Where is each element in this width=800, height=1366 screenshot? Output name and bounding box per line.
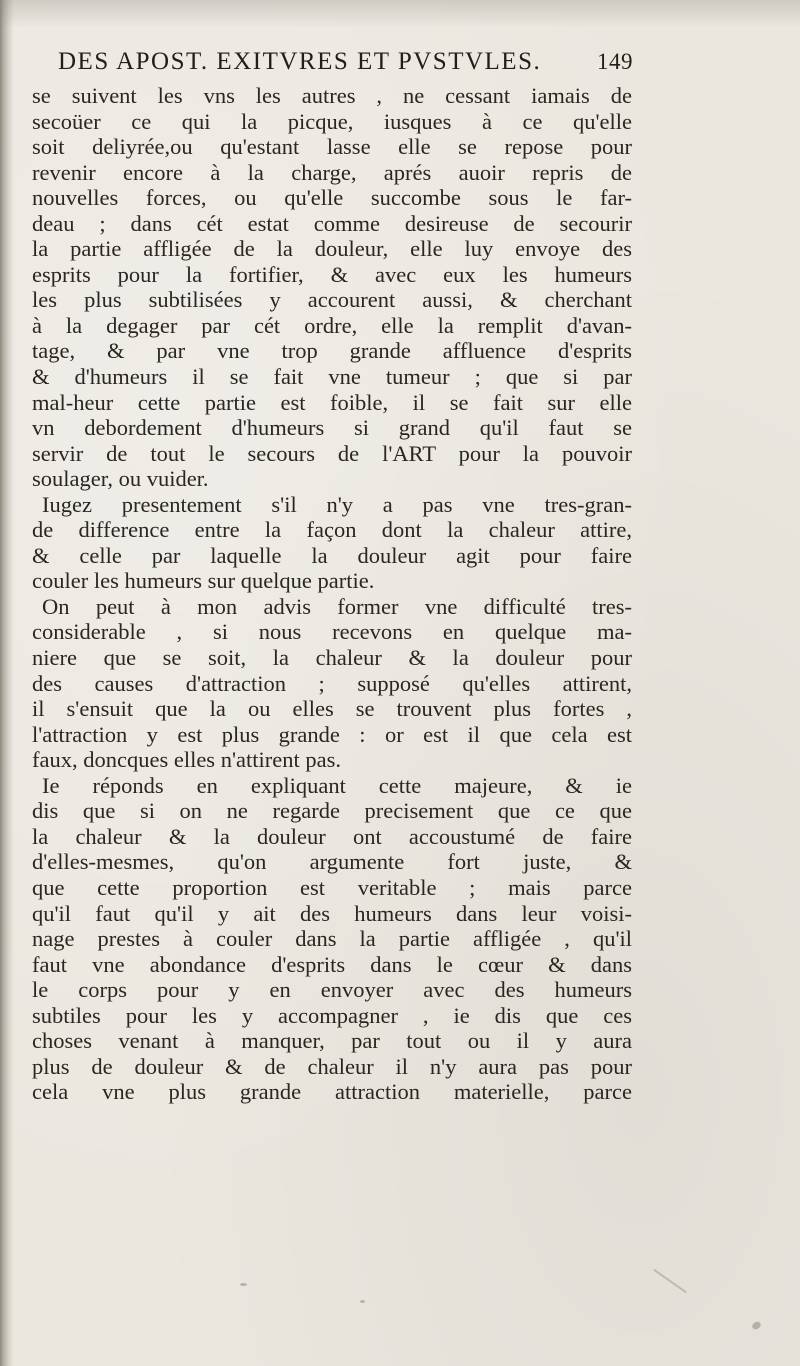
text-line: plus de douleur & de chaleur il n'y aura pas pour bbox=[32, 1053, 632, 1079]
text-line: le corps pour y en envoyer avec des humeurs bbox=[32, 977, 632, 1003]
text-line: servir de tout le secours de l'ART pour la pouvoir bbox=[32, 440, 632, 466]
text-line: vn debordement d'humeurs si grand qu'il faut se bbox=[32, 415, 632, 441]
ink-spot bbox=[751, 1320, 762, 1331]
text-line: d'elles-mesmes, qu'on argumente fort juste, & bbox=[32, 849, 632, 875]
text-line: revenir encore à la charge, aprés auoir repris de bbox=[32, 159, 632, 185]
page-number: 149 bbox=[597, 49, 633, 74]
text-line: Iugez presentement s'il n'y a pas vne tres-gran- bbox=[42, 491, 632, 517]
text-line: couler les humeurs sur quelque partie. bbox=[32, 568, 375, 594]
text-line: subtiles pour les y accompagner , ie dis que ces bbox=[32, 1002, 632, 1028]
text-line: la partie affligée de la douleur, elle luy envoye des bbox=[32, 236, 632, 262]
ink-spot bbox=[240, 1283, 247, 1286]
text-line: tage, & par vne trop grande affluence d'esprits bbox=[32, 338, 632, 364]
text-line: faut vne abondance d'esprits dans le cœur & dans bbox=[32, 951, 632, 977]
text-line: faux, doncques elles n'attirent pas. bbox=[32, 747, 341, 773]
text-line: les plus subtilisées y accourent aussi, & cherchant bbox=[32, 287, 632, 313]
text-line: & d'humeurs il se fait vne tumeur ; que si par bbox=[32, 364, 632, 390]
text-line: dis que si on ne regarde precisement que ce que bbox=[32, 798, 632, 824]
text-line: deau ; dans cét estat comme desireuse de secourir bbox=[32, 210, 632, 236]
text-line: de difference entre la façon dont la chaleur attire, bbox=[32, 517, 632, 543]
text-line: que cette proportion est veritable ; mais parce bbox=[32, 874, 632, 900]
binding-edge bbox=[0, 0, 14, 1366]
top-shadow bbox=[0, 0, 800, 28]
text-line: niere que se soit, la chaleur & la douleur pour bbox=[32, 645, 632, 671]
text-line: nage prestes à couler dans la partie affligée , qu'il bbox=[32, 926, 632, 952]
text-line: à la degager par cét ordre, elle la remplit d'avan- bbox=[32, 312, 632, 338]
text-line: secoüer ce qui la picque, iusques à ce qu'elle bbox=[32, 108, 632, 134]
text-line: choses venant à manquer, par tout ou il y aura bbox=[32, 1028, 632, 1054]
text-line: qu'il faut qu'il y ait des humeurs dans leur voisi- bbox=[32, 900, 632, 926]
text-line: nouvelles forces, ou qu'elle succombe sous le far- bbox=[32, 185, 632, 211]
text-line: soit deliyrée,ou qu'estant lasse elle se repose pour bbox=[32, 134, 632, 160]
text-line: cela vne plus grande attraction materielle, parce bbox=[32, 1079, 632, 1105]
text-line: des causes d'attraction ; supposé qu'elles attirent, bbox=[32, 670, 632, 696]
text-line: considerable , si nous recevons en quelque ma- bbox=[32, 619, 632, 645]
text-line: l'attraction y est plus grande : or est il que cela est bbox=[32, 721, 632, 747]
ink-spot bbox=[360, 1300, 365, 1303]
paper-crease bbox=[653, 1269, 687, 1294]
text-line: soulager, ou vuider. bbox=[32, 466, 209, 492]
text-line: On peut à mon advis former vne difficulté tres- bbox=[42, 593, 632, 619]
text-line: il s'ensuit que la ou elles se trouvent plus fortes , bbox=[32, 696, 632, 722]
page-header bbox=[58, 48, 633, 88]
text-line: la chaleur & la douleur ont accoustumé de faire bbox=[32, 823, 632, 849]
text-line: Ie réponds en expliquant cette majeure, & ie bbox=[42, 772, 632, 798]
text-line: esprits pour la fortifier, & avec eux les humeurs bbox=[32, 261, 632, 287]
text-line: mal-heur cette partie est foible, il se fait sur elle bbox=[32, 389, 632, 415]
running-title: DES APOST. EXITVRES ET PVSTVLES. bbox=[58, 48, 542, 75]
text-line: & celle par laquelle la douleur agit pour faire bbox=[32, 542, 632, 568]
text-line: se suivent les vns les autres , ne cessant iamais de bbox=[32, 83, 632, 108]
body-text bbox=[32, 83, 632, 1105]
